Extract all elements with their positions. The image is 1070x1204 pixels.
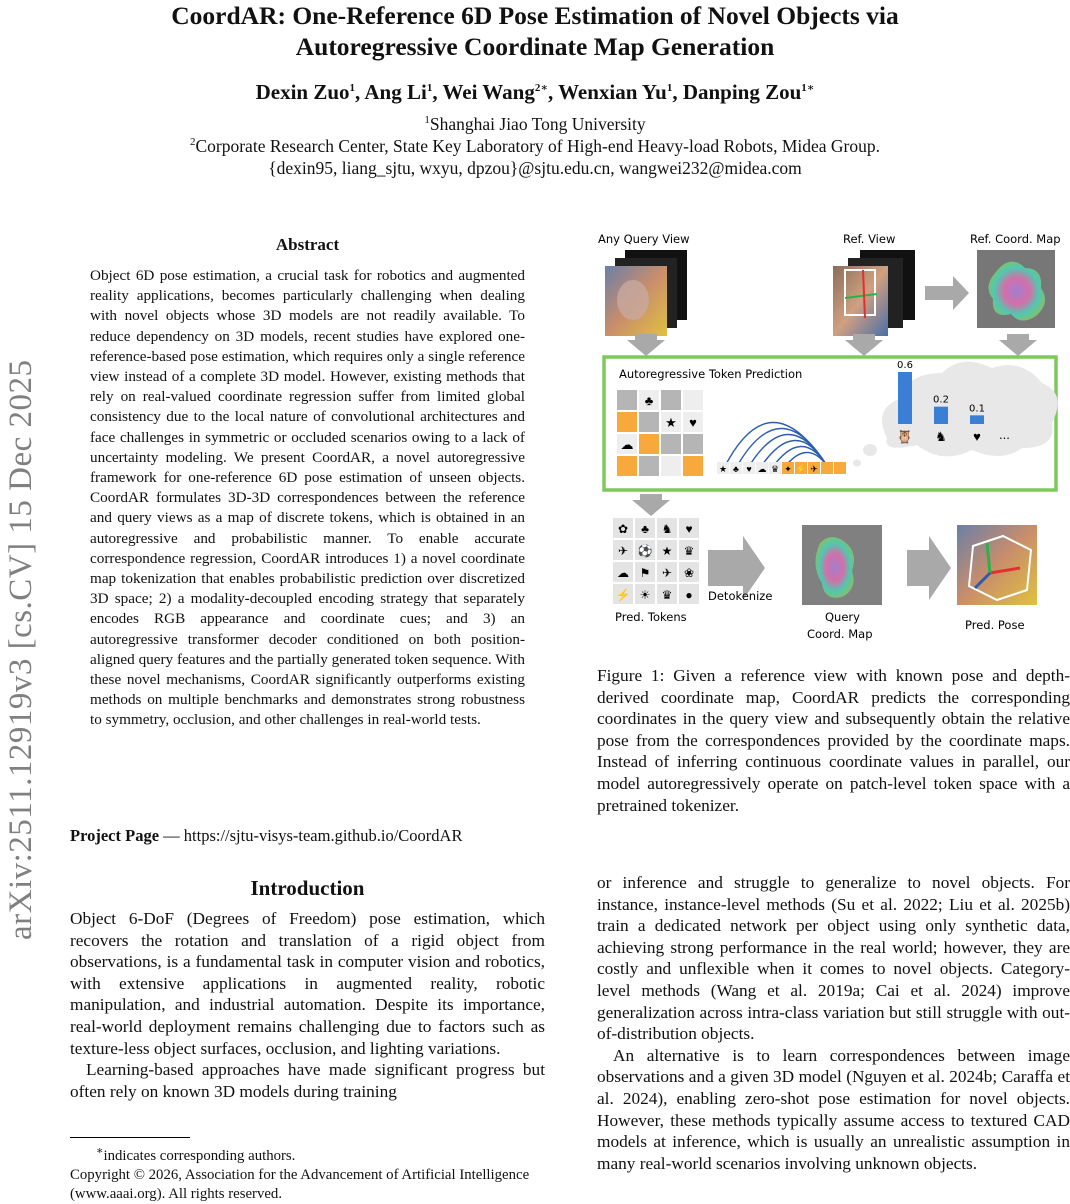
heart-icon: ♥ — [973, 429, 981, 444]
project-page: Project Page — https://sjtu-visys-team.github.io/CoordAR — [70, 826, 463, 845]
project-page-link[interactable]: https://sjtu-visys-team.github.io/CoordAR — [183, 826, 463, 845]
label-ref-view: Ref. View — [843, 232, 896, 246]
author-emails: {dexin95, liang_sjtu, wxyu, dpzou}@sjtu.edu.cn, wangwei232@midea.com — [268, 158, 802, 178]
svg-text:♣: ♣ — [733, 464, 739, 474]
author-name: Wenxian Yu — [558, 80, 667, 104]
intro-column-right — [597, 872, 1070, 1174]
paper-title — [60, 0, 1010, 62]
prob-bar — [898, 372, 912, 424]
abstract-heading: Abstract — [275, 235, 340, 254]
label-detokenize: Detokenize — [708, 589, 773, 603]
label-pred-tokens: Pred. Tokens — [615, 610, 687, 624]
dog-icon: ♞ — [935, 429, 947, 444]
author-name: Dexin Zuo — [255, 80, 350, 104]
title-line-1: CoordAR: One-Reference 6D Pose Estimation of Novel Objects via — [171, 1, 899, 30]
paragraph: An alternative is to learn correspondences between image observations and a given 3D model (Nguyen et al. 2024b; Caraffa et al. 2024), enabling zero-shot pose estimation for novel objects. However, these methods typically assume access to textured CAD models at inference, which is usually an unrealistic assumption in many real-world scenarios involving unknown objects. — [597, 1045, 1070, 1173]
author-name: Ang Li — [364, 80, 427, 104]
intro-column-left — [70, 908, 545, 1102]
pred-token-glyph: ✿ — [617, 522, 629, 536]
label-coord-map: Coord. Map — [807, 627, 873, 641]
pred-token-glyph: ♥ — [685, 522, 693, 536]
paragraph: or inference and struggle to generalize to novel objects. For instance, instance-level methods (Su et al. 2022; Liu et al. 2025b) train a dedicated network per object using only synthetic data, achieving strong performance in the real world; however, they are costly and unflexible when it comes to novel objects. Category-level methods (Wang et al. 2019a; Cai et al. 2024) improve generalization across intra-class variation but still struggle with out-of-distribution objects. — [597, 873, 1070, 1044]
prob-label: 0.2 — [933, 394, 949, 406]
arrow-down-icon — [627, 334, 665, 356]
label-ar-prediction: Autoregressive Token Prediction — [619, 367, 803, 381]
project-page-label: Project Page — [70, 826, 160, 845]
pred-token-glyph: ♞ — [661, 522, 673, 536]
label-ref-coord-map: Ref. Coord. Map — [970, 232, 1061, 246]
query-view-stack — [605, 250, 687, 336]
title-line-2: Autoregressive Coordinate Map Generation — [295, 32, 775, 61]
author-name: Danping Zou — [682, 80, 802, 104]
pred-token-glyph: ⚽ — [637, 544, 653, 558]
query-coord-map — [802, 525, 882, 605]
footnote-rule — [70, 1137, 190, 1138]
pred-token-glyph: ❀ — [683, 566, 695, 580]
label-query-view: Any Query View — [598, 232, 690, 246]
token-glyph: ♥ — [689, 415, 697, 430]
pred-pose-image — [957, 525, 1037, 605]
pred-token-grid — [613, 518, 699, 604]
pred-token-glyph: ★ — [661, 544, 673, 558]
arxiv-sidebar — [0, 359, 39, 940]
arrow-down-icon — [845, 334, 883, 356]
svg-text:✦: ✦ — [784, 464, 792, 474]
svg-text:⚡: ⚡ — [795, 464, 807, 474]
svg-text:★: ★ — [718, 464, 728, 474]
ref-view-stack — [833, 250, 915, 336]
owl-icon: 🦉 — [896, 429, 914, 444]
prob-bar — [934, 407, 948, 424]
label-query: Query — [825, 610, 860, 624]
arxiv-identifier: arXiv:2511.12919v3 [cs.CV] 15 Dec 2025 — [3, 359, 39, 940]
label-pred-pose: Pred. Pose — [965, 618, 1025, 632]
paragraph: Object 6-DoF (Degrees of Freedom) pose estimation, which recovers the rotation and translation of a rigid object from observations, is a fundamental task in computer vision and robotics, with extensive applications in augmented reality, robotic manipulation, and industrial automation. Despite its importance, real-world deployment remains challenging due to factors such as texture-less object surfaces, occlusion, and lighting variations. — [70, 909, 545, 1058]
prob-label: 0.1 — [969, 403, 985, 415]
affiliation-1: $^1$Shanghai Jiao Tong University — [424, 114, 646, 134]
svg-text:♛: ♛ — [770, 464, 780, 474]
pred-token-glyph: ✈ — [661, 566, 673, 580]
paragraph: Learning-based approaches have made significant progress but often rely on known 3D models during training — [70, 1060, 545, 1101]
pred-token-glyph: ♛ — [683, 544, 695, 558]
svg-text:✈: ✈ — [810, 464, 818, 474]
prob-label: 0.6 — [897, 360, 913, 371]
affiliation-2: $^2$Corporate Research Center, State Key Laboratory of High-end Heavy-load Robots, Midea Group. — [189, 136, 880, 156]
prob-bar — [970, 415, 984, 424]
arrow-icon — [907, 536, 951, 600]
ellipsis: ... — [999, 428, 1010, 442]
pred-token-glyph: ♛ — [661, 588, 673, 602]
token-glyph: ★ — [665, 415, 677, 430]
abstract-text: Object 6D pose estimation, a crucial task for robotics and augmented reality applications, becomes particularly challenging when dealing with novel objects whose 3D models are not readily available. To reduce dependency on 3D models, recent studies have explored one-reference-based pose estimation, which requires only a single reference view instead of a complete 3D model. However, existing methods that rely on real-valued coordinate regression suffer from limited global consistency due to the local nature of convolutional architectures and face challenges in symmetric or occluded scenarios owing to a lack of uncertainty modeling. We present CoordAR, a novel autoregressive framework for one-reference 6D pose estimation of unseen objects. CoordAR formulates 3D-3D correspondences between the reference and query views as a map of discrete tokens, which is obtained in an autoregressive and probabilistic manner. To enable accurate correspondence regression, CoordAR introduces 1) a novel coordinate map tokenization that enables probabilistic prediction over discretized 3D space; 2) a modality-decoupled encoding strategy that separately encodes RGB appearance and coordinate cues; and 3) an autoregressive transformer decoder conditioned on both position-aligned query features and the partially generated token sequence. With these novel mechanisms, CoordAR significantly outperforms existing methods on multiple benchmarks and demonstrates strong robustness to symmetry, occlusion, and other challenges in real-world tests. — [90, 267, 525, 729]
arrow-icon — [925, 276, 969, 310]
arrow-down-icon — [999, 334, 1037, 356]
token-glyph: ☁ — [620, 437, 634, 452]
token-glyph: ♣ — [644, 393, 654, 408]
pred-token-glyph: ⚡ — [615, 588, 631, 602]
figure-1 — [595, 228, 1070, 648]
figure-caption: Figure 1: Given a reference view with known pose and depth-derived coordinate map, CoordAR predicts the corresponding coordinates in the query view and subsequently obtain the relative pose from the correspondences provided by the coordinate maps. Instead of inferring continuous coordinate values in parallel, our model autoregressively operate on patch-level token space with a pretrained tokenizer. — [597, 666, 1070, 815]
svg-text:♥: ♥ — [746, 464, 752, 474]
pred-token-glyph: ⚑ — [639, 566, 651, 580]
pred-token-glyph: ● — [685, 588, 693, 602]
footnote-text: indicates corresponding authors. — [103, 1147, 296, 1164]
author-name: Wei Wang — [442, 80, 535, 104]
ref-coord-map — [977, 250, 1055, 328]
arrow-down-icon — [632, 494, 670, 516]
pred-token-glyph: ☀ — [639, 588, 651, 602]
footnote: ∗indicates corresponding authors. Copyright © 2026, Association for the Advancement of Artificial Intelligence (www.aaai.org). All rights reserved. — [70, 1142, 545, 1204]
section-heading-introduction: Introduction — [250, 876, 365, 900]
pred-token-glyph: ☁ — [617, 566, 629, 580]
author-list: Dexin Zuo$^1$, Ang Li$^1$, Wei Wang$^{2∗}$, Wenxian Yu$^1$, Danping Zou$^{1∗}$ — [255, 80, 815, 104]
pred-token-glyph: ✈ — [617, 544, 629, 558]
pred-token-glyph: ♣ — [641, 522, 649, 536]
copyright-notice: Copyright © 2026, Association for the Advancement of Artificial Intelligence (www.aaai.org). All rights reserved. — [70, 1166, 530, 1202]
svg-text:☁: ☁ — [757, 464, 767, 474]
